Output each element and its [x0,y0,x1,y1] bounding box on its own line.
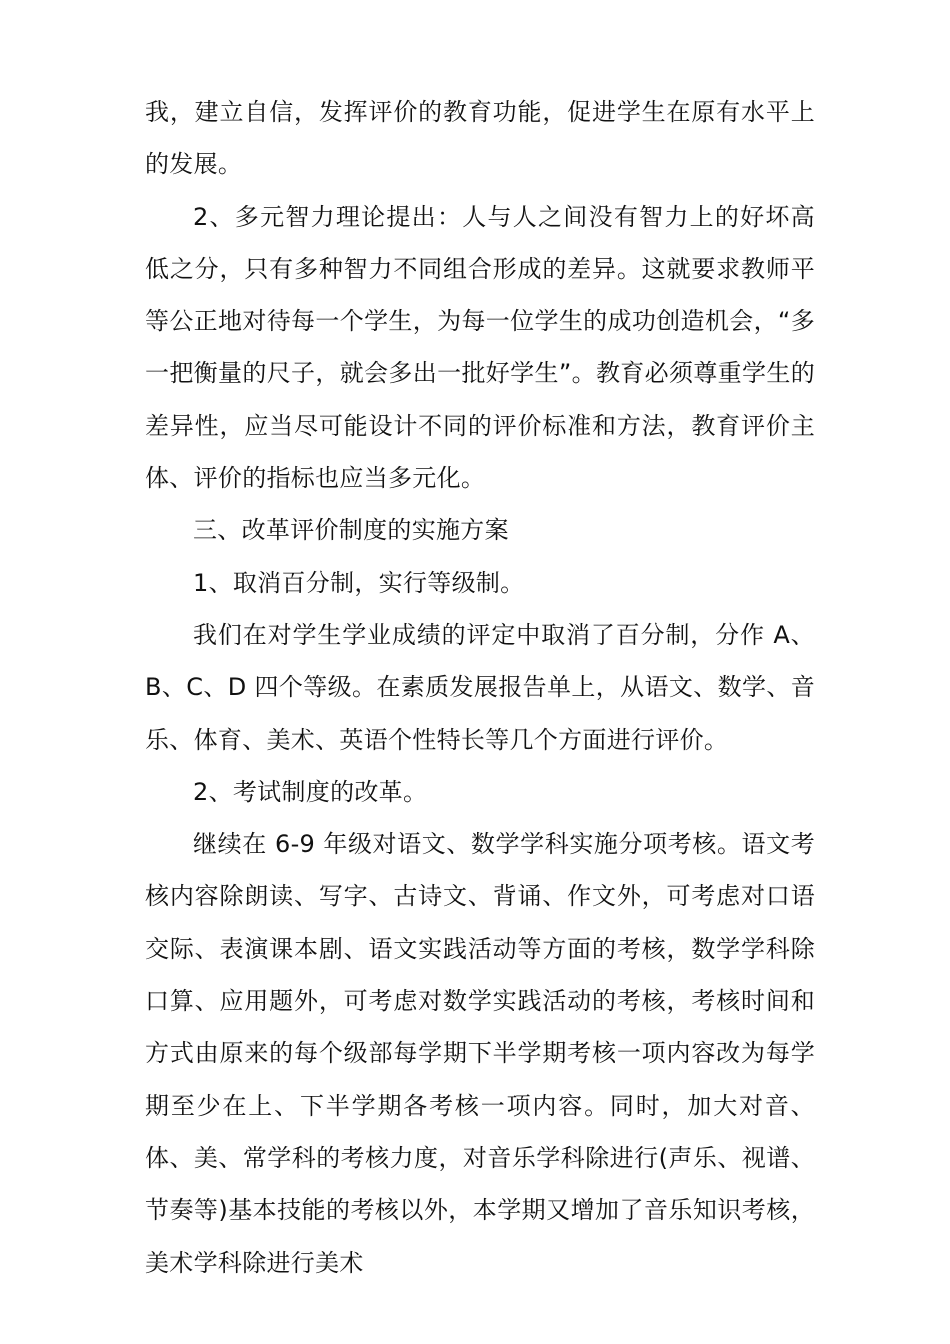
paragraph-multiple-intelligence: 2、多元智力理论提出：人与人之间没有智力上的好坏高低之分，只有多种智力不同组合形成的差异。这就要求教师平等公正地对待每一个学生，为每一位学生的成功创造机会，“多一把衡量的尺子，就会多出一批好学生”。教育必须尊重学生的差异性，应当尽可能设计不同的评价标准和方法，教育评价主体、评价的指标也应当多元化。 [145,202,815,493]
paragraph-continuation: 我，建立自信，发挥评价的教育功能，促进学生在原有水平上的发展。 [145,98,815,179]
paragraph-exam-detail: 继续在 6-9 年级对语文、数学学科实施分项考核。语文考核内容除朗读、写字、古诗文、背诵、作文外，可考虑对口语交际、表演课本剧、语文实践活动等方面的考核，数学学科除口算、应用题外，可考虑对数学实践活动的考核，考核时间和方式由原来的每个级部每学期下半学期考核一项内容改为每学期至少在上、下半学期各考核一项内容。同时，加大对音、体、美、常学科的考核力度，对音乐学科除进行(声乐、视谱、节奏等)基本技能的考核以外，本学期又增加了音乐知识考核，美术学科除进行美术 [145,830,815,1277]
subheading-grading-system: 1、取消百分制，实行等级制。 [193,568,525,597]
subheading-exam-reform: 2、考试制度的改革。 [193,777,428,806]
document-body [145,86,815,1289]
section-heading-implementation: 三、改革评价制度的实施方案 [193,516,509,545]
paragraph-grading-detail: 我们在对学生学业成绩的评定中取消了百分制，分作 A、B、C、D 四个等级。在素质发展报告单上，从语文、数学、音乐、体育、美术、英语个性特长等几个方面进行评价。 [145,620,815,754]
